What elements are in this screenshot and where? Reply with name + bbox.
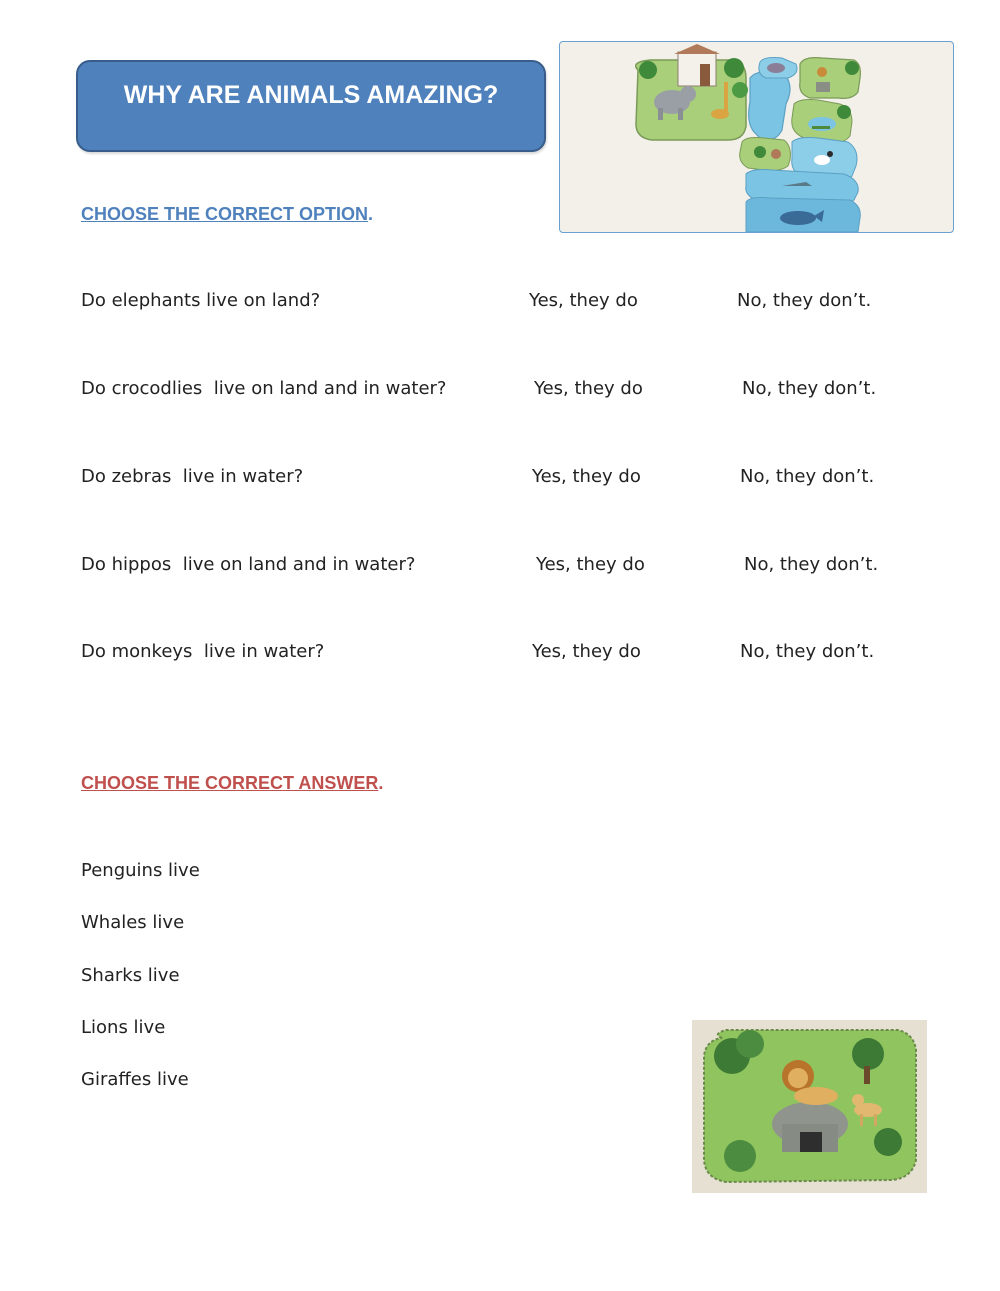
question-4: Do hippos live on land and in water? [81,554,416,575]
question-2-yes-option[interactable]: Yes, they do [534,378,643,399]
title-banner [76,60,546,152]
lion-enclosure-drawing [692,1020,927,1193]
prompt-lions: Lions live [81,1017,166,1038]
section-heading-option-suffix: . [368,204,374,224]
prompt-giraffes: Giraffes live [81,1069,189,1090]
section-heading-option-text: CHOOSE THE CORRECT OPTION [81,204,369,224]
question-1-no-option[interactable]: No, they don’t. [737,290,872,311]
section-heading-option [81,204,373,225]
question-5: Do monkeys live in water? [81,641,325,662]
prompt-sharks: Sharks live [81,965,180,986]
question-2: Do crocodlies live on land and in water? [81,378,447,399]
zoo-map-drawing [560,42,953,232]
question-5-no-option[interactable]: No, they don’t. [740,641,875,662]
prompt-penguins: Penguins live [81,860,200,881]
section-heading-answer-text: CHOOSE THE CORRECT ANSWER [81,773,379,793]
section-heading-answer-suffix: . [378,773,384,793]
question-1-yes-option[interactable]: Yes, they do [529,290,638,311]
page-title: WHY ARE ANIMALS AMAZING? [123,81,499,109]
section-heading-answer [81,773,383,794]
lion-enclosure-illustration [692,1020,927,1193]
question-5-yes-option[interactable]: Yes, they do [532,641,641,662]
question-1: Do elephants live on land? [81,290,321,311]
question-4-no-option[interactable]: No, they don’t. [744,554,879,575]
question-2-no-option[interactable]: No, they don’t. [742,378,877,399]
prompt-whales: Whales live [81,912,185,933]
question-3-yes-option[interactable]: Yes, they do [532,466,641,487]
zoo-map-illustration [559,41,954,233]
question-3: Do zebras live in water? [81,466,304,487]
question-3-no-option[interactable]: No, they don’t. [740,466,875,487]
question-4-yes-option[interactable]: Yes, they do [536,554,645,575]
